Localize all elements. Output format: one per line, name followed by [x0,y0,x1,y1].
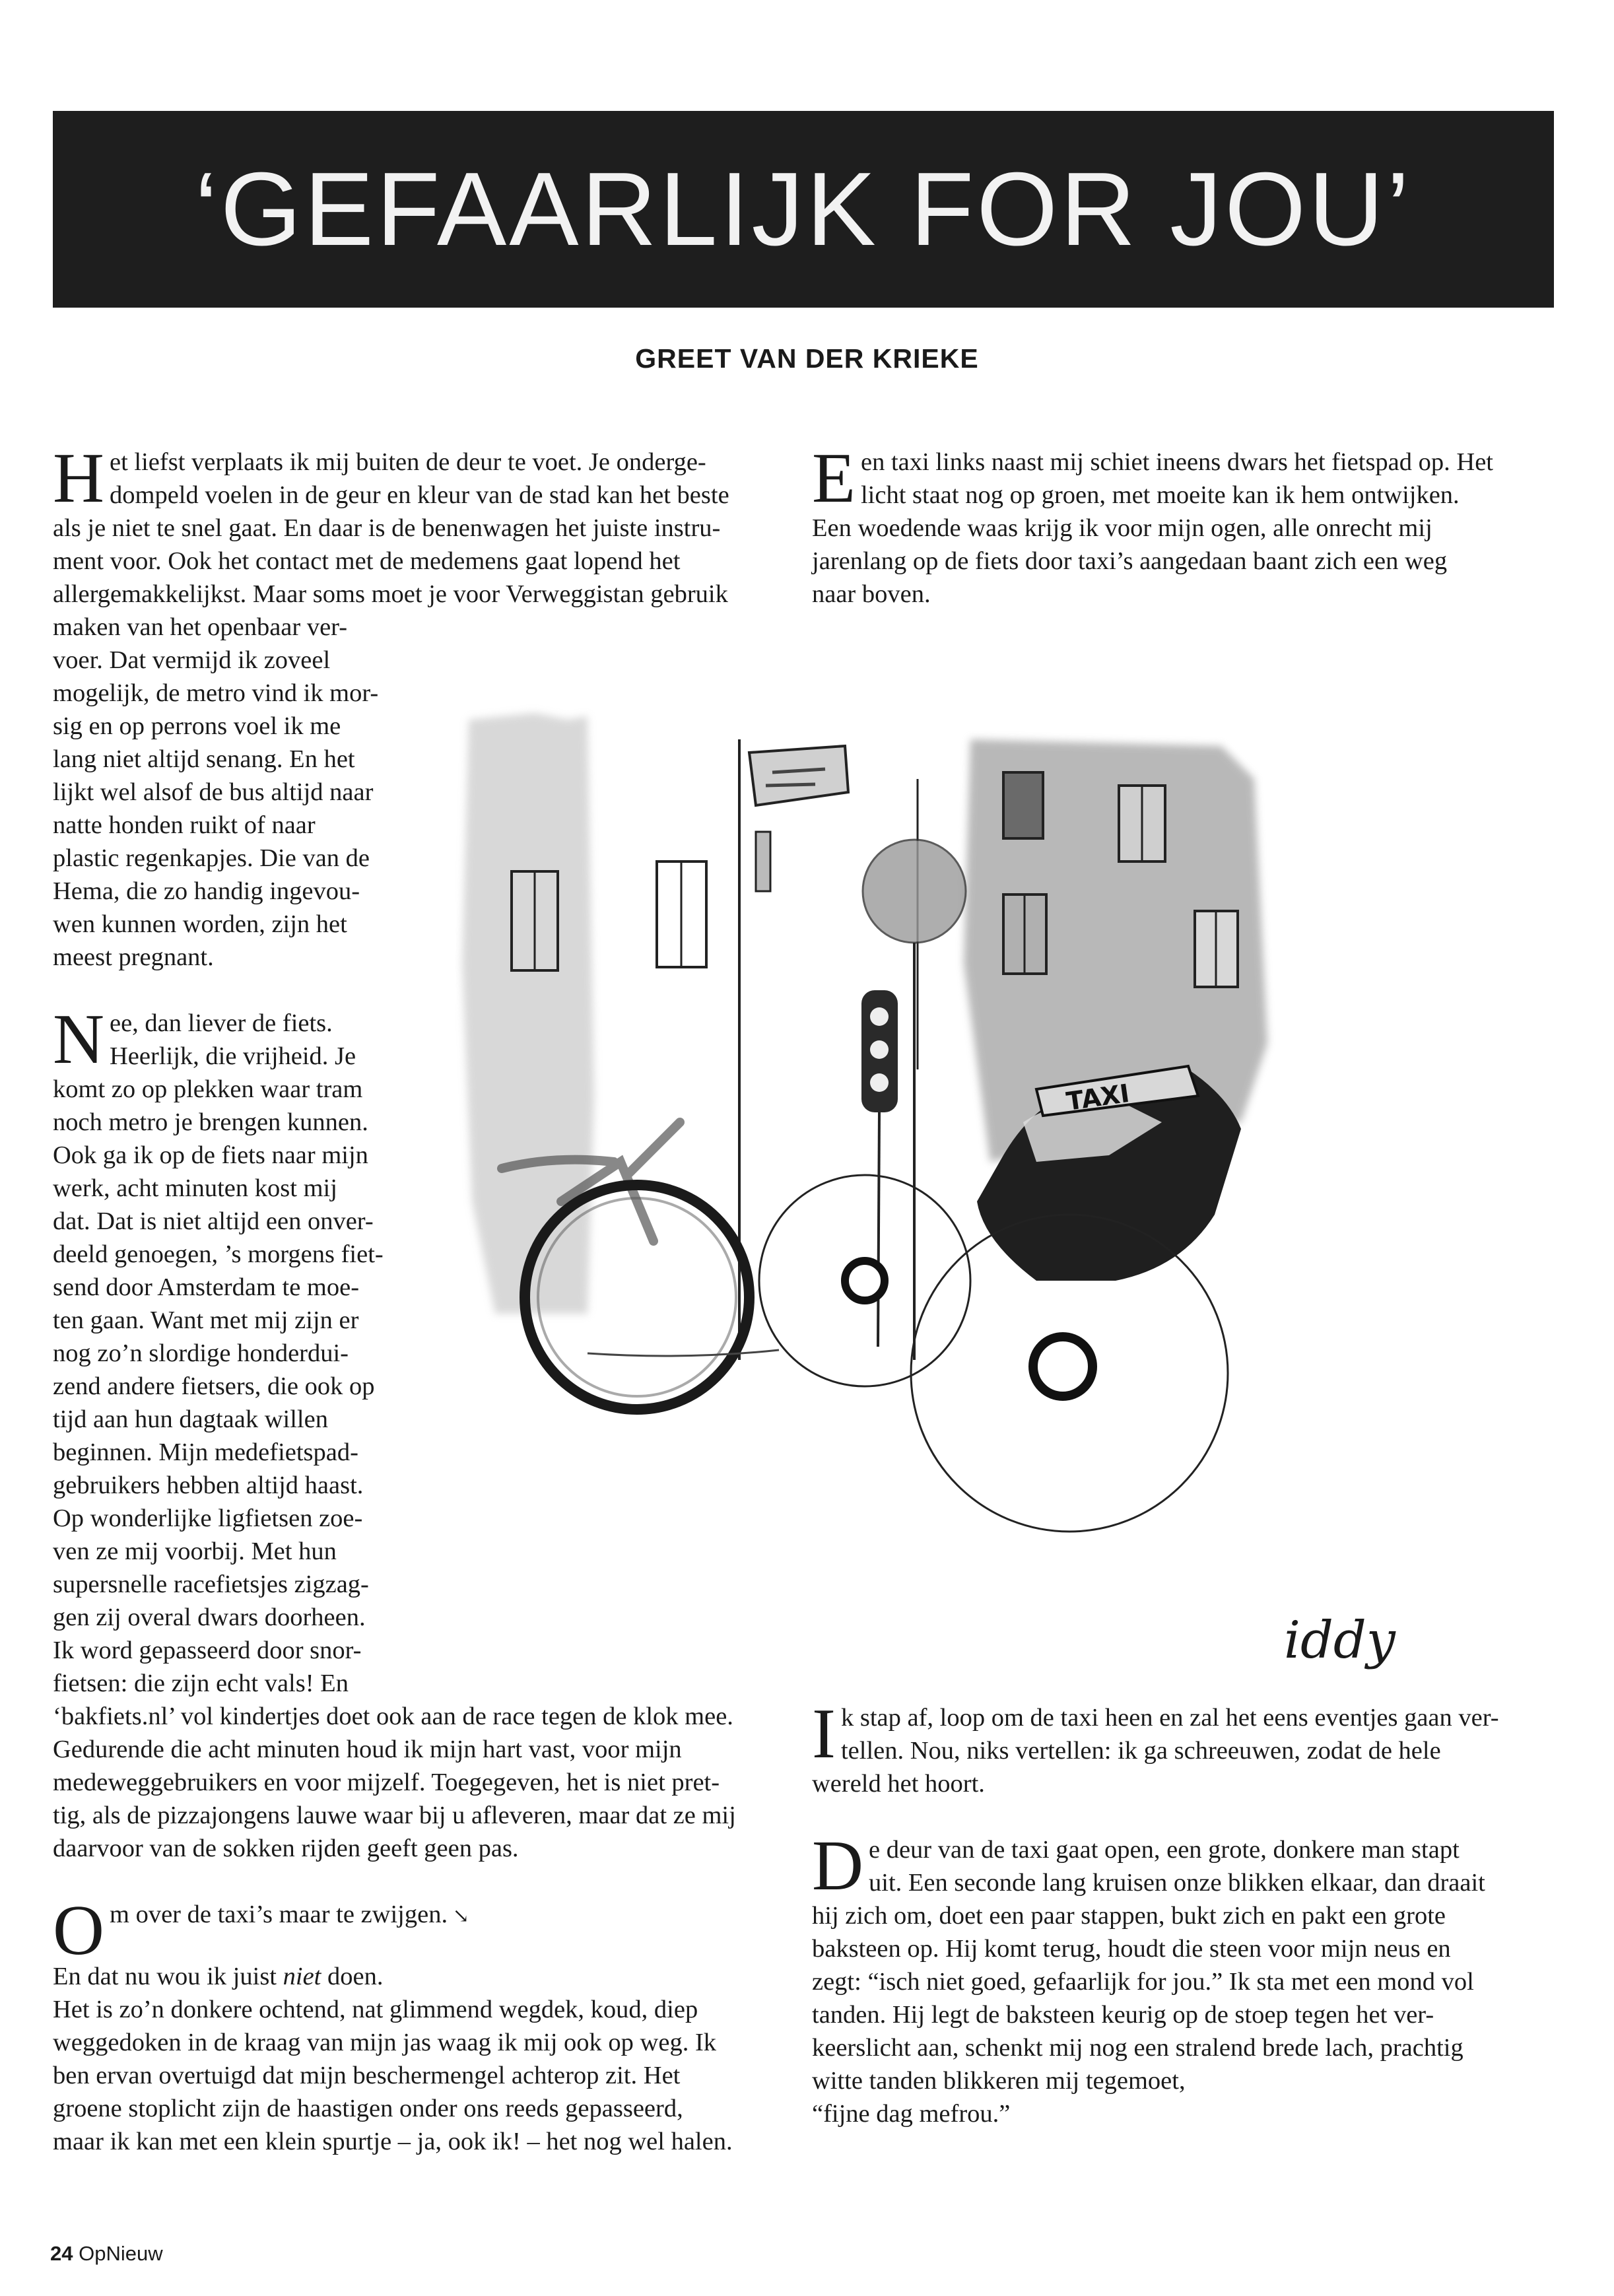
text-line: meest pregnant. [53,943,214,971]
text-line: dat. Dat is niet altijd een onver- [53,1207,374,1235]
text-line: “fijne dag mefrou.” [812,2100,1011,2128]
right-column-bottom [812,1695,1545,2130]
text-line: ment voor. Ook het contact met de medemens gaat lopend het [53,547,681,575]
text-line: supersnelle racefietsjes zigzag- [53,1570,369,1598]
text-line: tijd aan hun dagtaak willen [53,1405,328,1433]
street-sign [749,746,848,805]
text-line: baksteen op. Hij komt terug, houdt die steen voor mijn neus en [812,1935,1451,1963]
text-line: en taxi links naast mij schiet ineens dwars het fietspad op. Het [860,448,1493,476]
text-line: sig en op perrons voel ik me [53,712,341,740]
text-line: naar boven. [812,580,931,608]
text-line: licht staat nog op groen, met moeite kan ik hem ontwijken. [860,481,1460,509]
text-line: m over de taxi’s maar te zwijgen. ↘ [110,1901,469,1928]
paragraph-taxi-cuts [812,439,1545,611]
text-line: deeld genoegen, ’s morgens fiet- [53,1240,384,1268]
text-line: als je niet te snel gaat. En daar is de benenwagen het juiste instru- [53,514,721,542]
text-line: witte tanden blikkeren mij tegemoet, [812,2067,1186,2095]
dropcap: E [812,439,856,518]
text-line: noch metro je brengen kunnen. [53,1108,368,1136]
title-banner [53,111,1554,308]
text-line: plastic regenkapjes. Die van de [53,844,370,872]
text-line: komt zo op plekken waar tram [53,1075,363,1103]
text-line: lijkt wel alsof de bus altijd naar [53,778,374,806]
left-building [462,713,594,1314]
text-line: groene stoplicht zijn de haastigen onder ons reeds gepasseerd, [53,2095,683,2122]
dropcap: O [53,1891,104,1970]
text-line: tig, als de pizzajongens lauwe waar bij u afleveren, maar dat ze mij [53,1802,736,1829]
text-line: En dat nu wou ik juist niet doen. [53,1963,384,1990]
text-line: tanden. Hij legt de baksteen keurig op de stoep tegen het ver- [812,2001,1434,2029]
text-line: Gedurende die acht minuten houd ik mijn hart vast, voor mijn [53,1736,682,1763]
text-line: tellen. Nou, niks vertellen: ik ga schreeuwen, zodat de hele [840,1737,1441,1765]
text-line: zegt: “isch niet goed, gefaarlijk for jou.” Ik sta met een mond vol [812,1968,1474,1996]
text-line: Op wonderlijke ligfietsen zoe- [53,1504,363,1532]
magazine-name: OpNieuw [79,2242,163,2265]
text-line: send door Amsterdam te moe- [53,1273,360,1301]
paragraph-driver [812,1827,1545,2130]
text-line: Hema, die zo handig ingevou- [53,877,360,905]
text-line: mogelijk, de metro vind ik mor- [53,679,379,707]
text-line: lang niet altijd senang. En het [53,745,355,773]
dropcap: N [53,1000,104,1079]
text-line: allergemakkelijkst. Maar soms moet je voor Verweggistan gebruik [53,580,728,608]
round-traffic-sign [863,840,966,943]
text-line: Een woedende waas krijg ik voor mijn ogen, alle onrecht mij [812,514,1432,542]
text-line: wen kunnen worden, zijn het [53,910,347,938]
text-line: ten gaan. Want met mij zijn er [53,1306,359,1334]
text-line: Ook ga ik op de fiets naar mijn [53,1141,368,1169]
text-line: et liefst verplaats ik mij buiten de deur te voet. Je onderge- [110,448,706,476]
text-line: natte honden ruikt of naar [53,811,316,839]
text-line: gebruikers hebben altijd haast. [53,1471,364,1499]
text-line: hij zich om, doet een paar stappen, bukt zich en pakt een grote [812,1902,1446,1930]
text-line: voer. Dat vermijd ik zoveel [53,646,331,674]
text-line: e deur van de taxi gaat open, een grote, donkere man stapt [869,1836,1460,1864]
text-line: ben ervan overtuigd dat mijn beschermengel achterop zit. Het [53,2062,681,2089]
text-line: nog zo’n slordige honderdui- [53,1339,349,1367]
text-line: gen zij overal dwars doorheen. [53,1604,366,1631]
text-line: maar ik kan met een klein spurtje – ja, ook ik! – het nog wel halen. [53,2128,733,2155]
window [1003,772,1043,838]
text-line: dompeld voelen in de geur en kleur van de stad kan het beste [110,481,729,509]
text-line: zend andere fietsers, die ook op [53,1372,375,1400]
text-line: medeweggebruikers en voor mijzelf. Toegegeven, het is niet pret- [53,1769,720,1796]
text-line: ee, dan liever de fiets. [110,1009,333,1037]
text-line: weggedoken in de kraag van mijn jas waag ik mij ook op weg. Ik [53,2029,717,2056]
text-line: daarvoor van de sokken rijden geeft geen pas. [53,1835,519,1862]
text-line: jarenlang op de fiets door taxi’s aangedaan baant zich een weg [812,547,1448,575]
text-line: uit. Een seconde lang kruisen onze blikken elkaar, dan draait [869,1869,1485,1897]
dropcap: H [53,439,104,518]
text-line: Heerlijk, die vrijheid. Je [110,1042,356,1070]
dropcap: I [812,1695,836,1773]
text-line: k stap af, loop om de taxi heen en zal het eens eventjes gaan ver- [840,1704,1499,1732]
article-title: ‘GEFAARLIJK FOR JOU’ [194,151,1413,267]
text-line: wereld het hoort. [812,1770,985,1798]
street-illustration [455,700,1432,1551]
text-line: beginnen. Mijn medefietspad- [53,1438,358,1466]
illustrator-signature: iddy [1284,1611,1395,1670]
page-number: 24 [50,2242,73,2265]
text-line: ‘bakfiets.nl’ vol kindertjes doet ook aan de race tegen de klok mee. [53,1703,733,1730]
paragraph-taxis [53,1891,799,2158]
taxi-sign: TAXI [1064,1078,1131,1116]
text-line: Ik word gepasseerd door snor- [53,1637,362,1664]
paragraph-stop [812,1695,1545,1800]
text-line: ven ze mij voorbij. Met hun [53,1537,337,1565]
dropcap: D [812,1827,863,1905]
text-line: maken van het openbaar ver- [53,613,348,641]
page-footer [50,2242,163,2266]
right-column-top [812,439,1545,611]
text-line: keerslicht aan, schenkt mij nog een stralend brede lach, prachtig [812,2034,1463,2062]
text-line: werk, acht minuten kost mij [53,1174,337,1202]
text-line: Het is zo’n donkere ochtend, nat glimmend wegdek, koud, diep [53,1996,698,2023]
text-line: fietsen: die zijn echt vals! En [53,1670,349,1697]
author-byline: GREET VAN DER KRIEKE [635,343,979,374]
